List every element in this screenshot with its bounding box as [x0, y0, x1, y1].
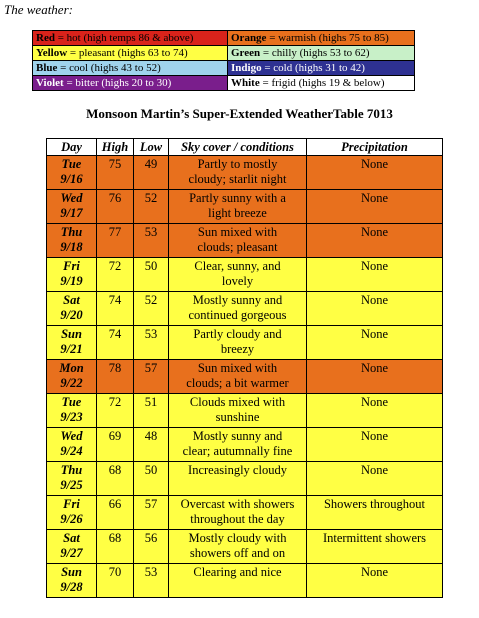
legend-color-name: White	[231, 77, 260, 89]
sky-cell-text: Clouds mixed with	[189, 395, 286, 409]
low-cell	[134, 292, 169, 326]
sky-cell-text: Clear, sunny, and	[194, 259, 281, 273]
precip-cell	[307, 360, 443, 394]
intro-text: The weather:	[4, 2, 73, 17]
table-row	[47, 326, 443, 360]
day-cell-text: Mon	[59, 361, 84, 375]
day-cell	[47, 462, 97, 496]
table-row	[47, 292, 443, 326]
precip-cell	[307, 496, 443, 530]
precip-cell-text: None	[360, 157, 389, 171]
low-cell	[134, 258, 169, 292]
sky-cell-text: Clearing and nice	[193, 565, 282, 579]
day-cell	[47, 360, 97, 394]
precip-cell-text: None	[360, 429, 389, 443]
day-cell-text: Thu	[60, 463, 83, 477]
table-row	[47, 190, 443, 224]
day-cell-text: 9/26	[60, 512, 83, 526]
low-cell-text: 50	[144, 463, 158, 477]
precip-cell-text: None	[360, 293, 389, 307]
legend-entry	[228, 46, 415, 61]
header-day: Day	[47, 139, 97, 156]
legend-color-name: Yellow	[36, 47, 68, 59]
legend-row	[33, 46, 415, 61]
sky-cell	[169, 258, 307, 292]
sky-cell	[169, 224, 307, 258]
high-cell	[97, 428, 134, 462]
precip-cell	[307, 462, 443, 496]
day-cell-text: 9/19	[60, 274, 83, 288]
precip-cell	[307, 394, 443, 428]
precip-cell-text: None	[360, 463, 389, 477]
high-cell-text: 74	[108, 293, 122, 307]
sky-cell-text: throughout the day	[190, 512, 285, 526]
sky-cell-text: Partly cloudy and	[193, 327, 282, 341]
low-cell	[134, 190, 169, 224]
sky-cell-text: lovely	[221, 274, 254, 288]
sky-cell	[169, 292, 307, 326]
low-cell-text: 50	[144, 259, 158, 273]
day-cell-text: Sat	[63, 531, 80, 545]
sky-cell-text: breezy	[220, 342, 255, 356]
low-cell	[134, 496, 169, 530]
header-high: High	[97, 139, 134, 156]
low-cell-text: 48	[144, 429, 158, 443]
legend-entry	[228, 61, 415, 76]
low-cell-text: 56	[144, 531, 158, 545]
legend-color-name: Violet	[36, 77, 64, 89]
day-cell-text: 9/28	[60, 580, 83, 594]
low-cell	[134, 462, 169, 496]
legend-description: = cold (highs 31 to 42)	[261, 62, 365, 74]
sky-cell-text: Increasingly cloudy	[188, 463, 287, 477]
low-cell	[134, 224, 169, 258]
table-row	[47, 462, 443, 496]
precip-cell	[307, 258, 443, 292]
sky-cell-text: showers off and on	[189, 546, 286, 560]
sky-cell-text: continued gorgeous	[188, 308, 287, 322]
high-cell	[97, 462, 134, 496]
low-cell-text: 57	[144, 361, 158, 375]
weather-table	[46, 138, 443, 598]
legend-entry	[33, 61, 228, 76]
high-cell	[97, 224, 134, 258]
precip-cell	[307, 530, 443, 564]
low-cell	[134, 530, 169, 564]
sky-cell	[169, 496, 307, 530]
sky-cell-text: Mostly sunny and	[192, 293, 283, 307]
sky-cell	[169, 530, 307, 564]
day-cell-text: 9/16	[60, 172, 83, 186]
sky-cell-text: Mostly sunny and	[192, 429, 283, 443]
sky-cell	[169, 462, 307, 496]
legend-entry	[33, 31, 228, 46]
day-cell	[47, 224, 97, 258]
precip-cell	[307, 292, 443, 326]
sky-cell-text: cloudy; starlit night	[188, 172, 287, 186]
precip-cell	[307, 428, 443, 462]
precip-cell-text: None	[360, 565, 389, 579]
precip-cell-text: Intermittent showers	[322, 531, 427, 545]
sky-cell-text: Sun mixed with	[197, 225, 278, 239]
day-cell	[47, 496, 97, 530]
low-cell-text: 57	[144, 497, 158, 511]
sky-cell-text: Partly sunny with a	[189, 191, 286, 205]
high-cell-text: 78	[108, 361, 122, 375]
low-cell-text: 49	[144, 157, 158, 171]
day-cell	[47, 258, 97, 292]
high-cell-text: 72	[108, 395, 122, 409]
legend-color-name: Orange	[231, 32, 267, 44]
high-cell-text: 69	[108, 429, 122, 443]
table-row	[47, 428, 443, 462]
sky-cell	[169, 190, 307, 224]
high-cell	[97, 530, 134, 564]
legend-description: = bitter (highs 20 to 30)	[63, 77, 172, 89]
sky-cell	[169, 564, 307, 598]
high-cell-text: 68	[108, 531, 122, 545]
table-row	[47, 394, 443, 428]
day-cell	[47, 394, 97, 428]
low-cell-text: 51	[144, 395, 158, 409]
precip-cell	[307, 190, 443, 224]
precip-cell-text: None	[360, 327, 389, 341]
legend-entry	[33, 46, 228, 61]
day-cell	[47, 428, 97, 462]
legend-description: = frigid (highs 19 & below)	[259, 77, 385, 89]
day-cell	[47, 564, 97, 598]
high-cell	[97, 394, 134, 428]
day-cell	[47, 190, 97, 224]
day-cell-text: Wed	[60, 191, 83, 205]
precip-cell	[307, 326, 443, 360]
high-cell-text: 77	[108, 225, 122, 239]
legend-description: = pleasant (highs 63 to 74)	[67, 47, 188, 59]
low-cell	[134, 156, 169, 190]
sky-cell-text: light breeze	[208, 206, 267, 220]
legend-entry	[33, 76, 228, 91]
precip-cell-text: None	[360, 361, 389, 375]
precip-cell-text: None	[360, 191, 389, 205]
legend-entry	[228, 76, 415, 91]
day-cell	[47, 530, 97, 564]
high-cell	[97, 156, 134, 190]
table-row	[47, 258, 443, 292]
day-cell	[47, 156, 97, 190]
high-cell	[97, 564, 134, 598]
day-cell-text: Wed	[60, 429, 83, 443]
day-cell-text: Tue	[61, 157, 82, 171]
day-cell-text: Tue	[61, 395, 82, 409]
header-row	[47, 139, 443, 156]
sky-cell-text: sunshine	[215, 410, 260, 424]
sky-cell-text: clear; autumnally fine	[182, 444, 293, 458]
sky-cell-text: Sun mixed with	[197, 361, 278, 375]
legend-color-name: Green	[231, 47, 261, 59]
table-row	[47, 564, 443, 598]
high-cell	[97, 190, 134, 224]
precip-cell	[307, 156, 443, 190]
sky-cell-text: Partly to mostly	[197, 157, 278, 171]
precip-cell	[307, 564, 443, 598]
day-cell-text: 9/27	[60, 546, 83, 560]
low-cell	[134, 394, 169, 428]
legend-description: = cool (highs 43 to 52)	[57, 62, 161, 74]
day-cell-text: Fri	[63, 259, 80, 273]
high-cell-text: 76	[108, 191, 122, 205]
sky-cell	[169, 360, 307, 394]
legend-color-name: Red	[36, 32, 55, 44]
table-title: Monsoon Martin’s Super-Extended WeatherTable 7013	[86, 106, 393, 121]
precip-cell-text: None	[360, 395, 389, 409]
legend-description: = warmish (highs 75 to 85)	[266, 32, 389, 44]
sky-cell-text: clouds; pleasant	[197, 240, 278, 254]
low-cell-text: 53	[144, 225, 158, 239]
precip-cell	[307, 224, 443, 258]
low-cell	[134, 564, 169, 598]
legend-entry	[228, 31, 415, 46]
legend-description: = chilly (highs 53 to 62)	[260, 47, 370, 59]
legend-row	[33, 31, 415, 46]
sky-cell-text: Overcast with showers	[180, 497, 295, 511]
precip-cell-text: Showers throughout	[323, 497, 426, 511]
header-sky: Sky cover / conditions	[169, 139, 307, 156]
legend-color-name: Blue	[36, 62, 58, 74]
low-cell-text: 53	[144, 565, 158, 579]
sky-cell	[169, 394, 307, 428]
low-cell-text: 53	[144, 327, 158, 341]
day-cell	[47, 292, 97, 326]
high-cell-text: 70	[108, 565, 122, 579]
high-cell-text: 66	[108, 497, 122, 511]
low-cell	[134, 360, 169, 394]
legend-description: = hot (high temps 86 & above)	[54, 32, 194, 44]
precip-cell-text: None	[360, 259, 389, 273]
table-row	[47, 530, 443, 564]
high-cell	[97, 326, 134, 360]
day-cell-text: Sat	[63, 293, 80, 307]
header-precip: Precipitation	[307, 139, 443, 156]
header-low: Low	[134, 139, 169, 156]
low-cell-text: 52	[144, 293, 158, 307]
day-cell-text: 9/25	[60, 478, 83, 492]
high-cell	[97, 360, 134, 394]
precip-cell-text: None	[360, 225, 389, 239]
high-cell-text: 72	[108, 259, 122, 273]
sky-cell-text: Mostly cloudy with	[188, 531, 287, 545]
day-cell-text: Fri	[63, 497, 80, 511]
day-cell-text: 9/24	[60, 444, 83, 458]
day-cell-text: 9/17	[60, 206, 83, 220]
high-cell-text: 75	[108, 157, 122, 171]
table-row	[47, 360, 443, 394]
sky-cell	[169, 326, 307, 360]
day-cell-text: Sun	[61, 327, 82, 341]
day-cell-text: Thu	[60, 225, 83, 239]
day-cell-text: 9/22	[60, 376, 83, 390]
high-cell	[97, 258, 134, 292]
legend-color-name: Indigo	[231, 62, 262, 74]
sky-cell	[169, 428, 307, 462]
table-row	[47, 224, 443, 258]
day-cell-text: 9/18	[60, 240, 83, 254]
high-cell-text: 74	[108, 327, 122, 341]
table-row	[47, 496, 443, 530]
high-cell	[97, 496, 134, 530]
table-row	[47, 156, 443, 190]
high-cell	[97, 292, 134, 326]
low-cell-text: 52	[144, 191, 158, 205]
low-cell	[134, 326, 169, 360]
sky-cell	[169, 156, 307, 190]
day-cell-text: Sun	[61, 565, 82, 579]
low-cell	[134, 428, 169, 462]
day-cell	[47, 326, 97, 360]
color-legend	[32, 30, 415, 91]
day-cell-text: 9/20	[60, 308, 83, 322]
legend-row	[33, 76, 415, 91]
day-cell-text: 9/21	[60, 342, 83, 356]
legend-row	[33, 61, 415, 76]
high-cell-text: 68	[108, 463, 122, 477]
sky-cell-text: clouds; a bit warmer	[186, 376, 289, 390]
day-cell-text: 9/23	[60, 410, 83, 424]
